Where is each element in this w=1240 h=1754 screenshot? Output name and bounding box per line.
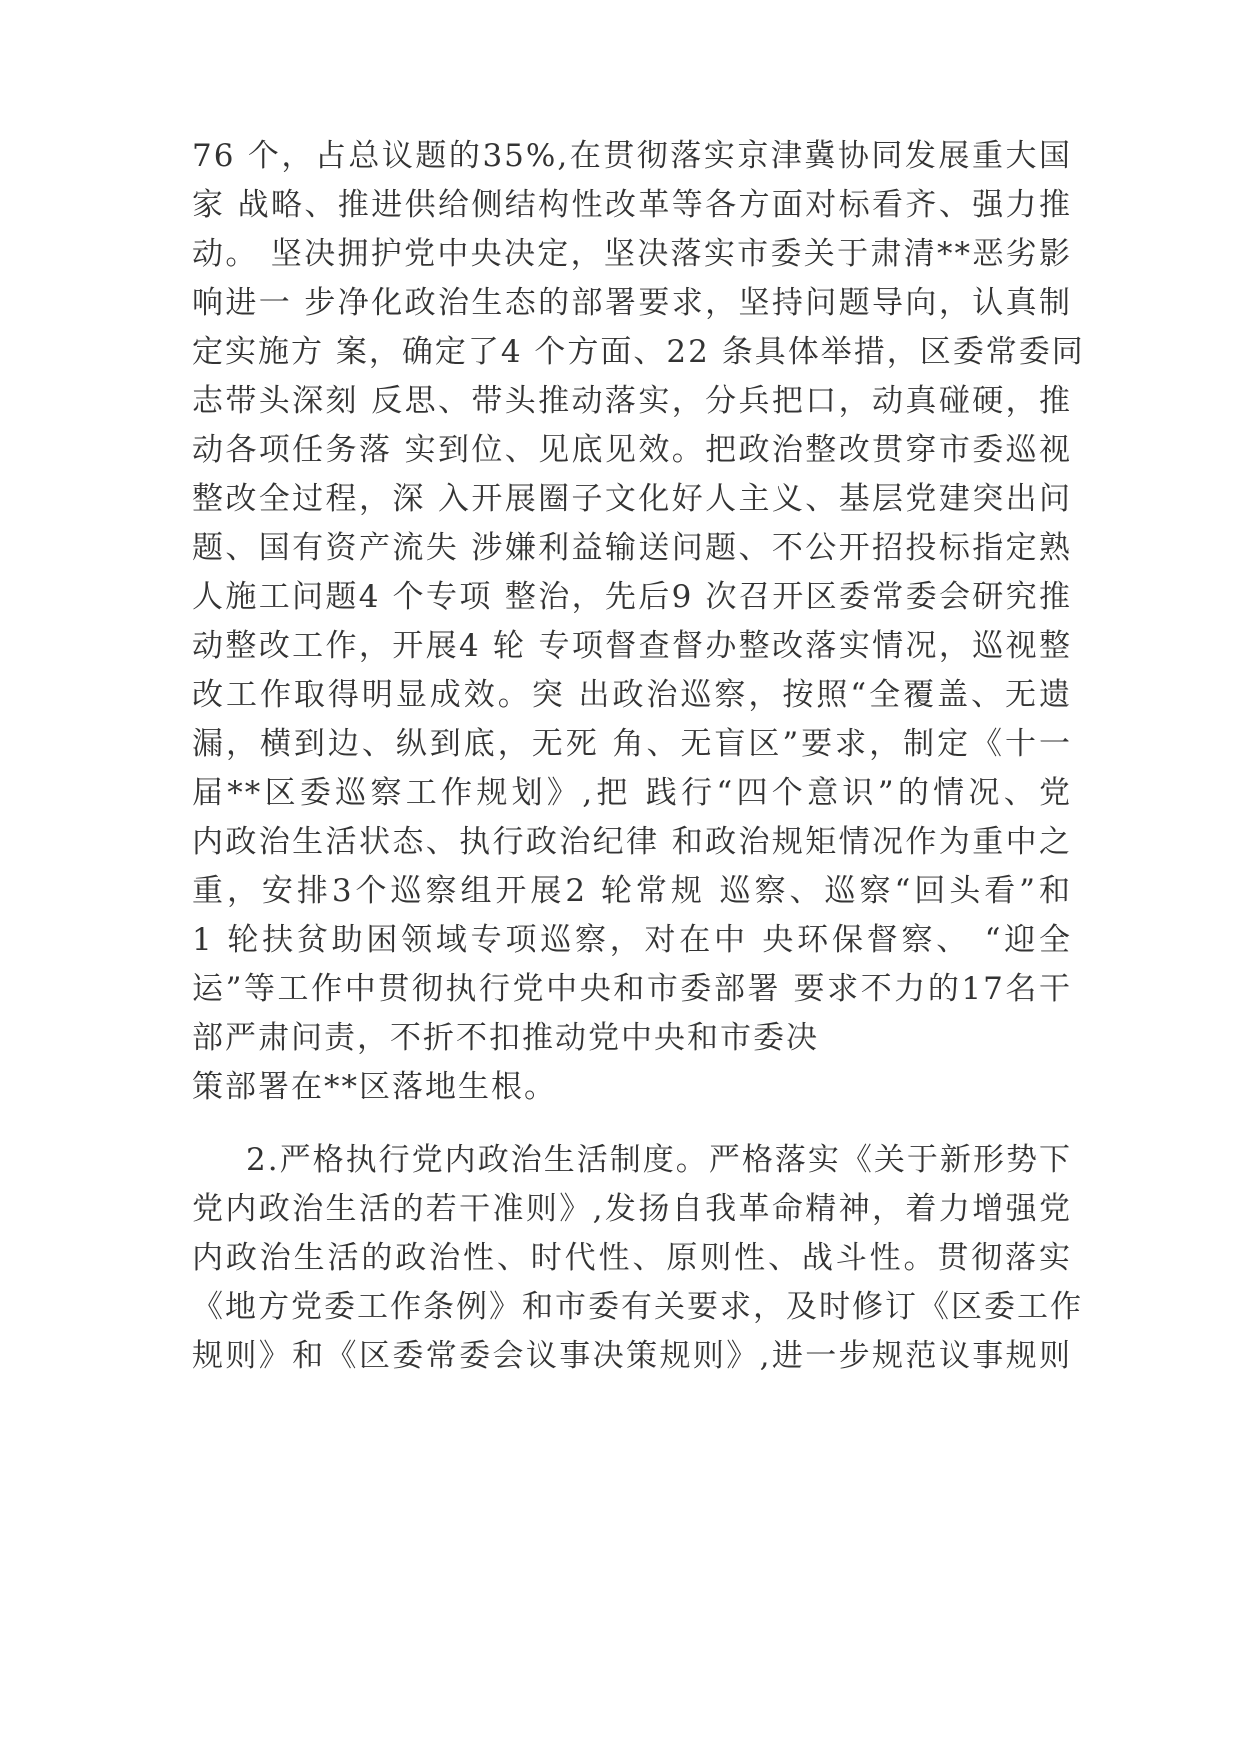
body-text-line: 动整改工作，开展4 轮 专项督查督办整改落实情况，巡视整 — [192, 628, 1072, 664]
body-text-line: 规则》和《区委常委会议事决策规则》,进一步规范议事规则 — [192, 1338, 1072, 1374]
body-text-line: 整改全过程，深 入开展圈子文化好人主义、基层党建突出问 — [192, 481, 1072, 517]
body-text-line: 动各项任务落 实到位、见底见效。把政治整改贯穿市委巡视 — [192, 432, 1072, 468]
body-text-line: 动。 坚决拥护党中央决定，坚决落实市委关于肃清**恶劣影 — [192, 236, 1072, 272]
body-text-line: 人施工问题4 个专项 整治，先后9 次召开区委常委会研究推 — [192, 579, 1072, 615]
body-text-line: 党内政治生活的若干准则》,发扬自我革命精神，着力增强党 — [192, 1191, 1072, 1227]
body-text-line: 届**区委巡察工作规划》,把 践行“四个意识”的情况、党 — [192, 775, 1072, 811]
body-text-line: 部严肃问责，不折不扣推动党中央和市委决 — [192, 1020, 819, 1056]
body-text-line: 家 战略、推进供给侧结构性改革等各方面对标看齐、强力推 — [192, 187, 1072, 223]
body-text-line: 运”等工作中贯彻执行党中央和市委部署 要求不力的17名干 — [192, 971, 1072, 1007]
body-text-line: 策部署在**区落地生根。 — [192, 1069, 557, 1105]
body-text-line: 定实施方 案，确定了4 个方面、22 条具体举措，区委常委同 — [192, 334, 1085, 370]
body-text-line: 题、国有资产流失 涉嫌利益输送问题、不公开招投标指定熟 — [192, 530, 1072, 566]
body-text-line: 响进一 步净化政治生态的部署要求，坚持问题导向，认真制 — [192, 285, 1072, 321]
paragraph-heading-line: 2.严格执行党内政治生活制度。严格落实《关于新形势下 — [246, 1142, 1072, 1178]
body-text-line: 重，安排3个巡察组开展2 轮常规 巡察、巡察“回头看”和 — [192, 873, 1072, 909]
body-text-line: 1 轮扶贫助困领域专项巡察，对在中 央环保督察、 “迎全 — [192, 922, 1072, 958]
body-text-line: 内政治生活的政治性、时代性、原则性、战斗性。贯彻落实 — [192, 1240, 1072, 1276]
body-text-line: 漏，横到边、纵到底，无死 角、无盲区”要求，制定《十一 — [192, 726, 1072, 762]
body-text-line: 志带头深刻 反思、带头推动落实，分兵把口，动真碰硬，推 — [192, 383, 1072, 419]
body-text-line: 改工作取得明显成效。突 出政治巡察，按照“全覆盖、无遗 — [192, 677, 1072, 713]
body-text-line: 76 个，占总议题的35%,在贯彻落实京津冀协同发展重大国 — [192, 138, 1072, 174]
body-text-line: 内政治生活状态、执行政治纪律 和政治规矩情况作为重中之 — [192, 824, 1072, 860]
body-text-line: 《地方党委工作条例》和市委有关要求，及时修订《区委工作 — [192, 1289, 1083, 1325]
